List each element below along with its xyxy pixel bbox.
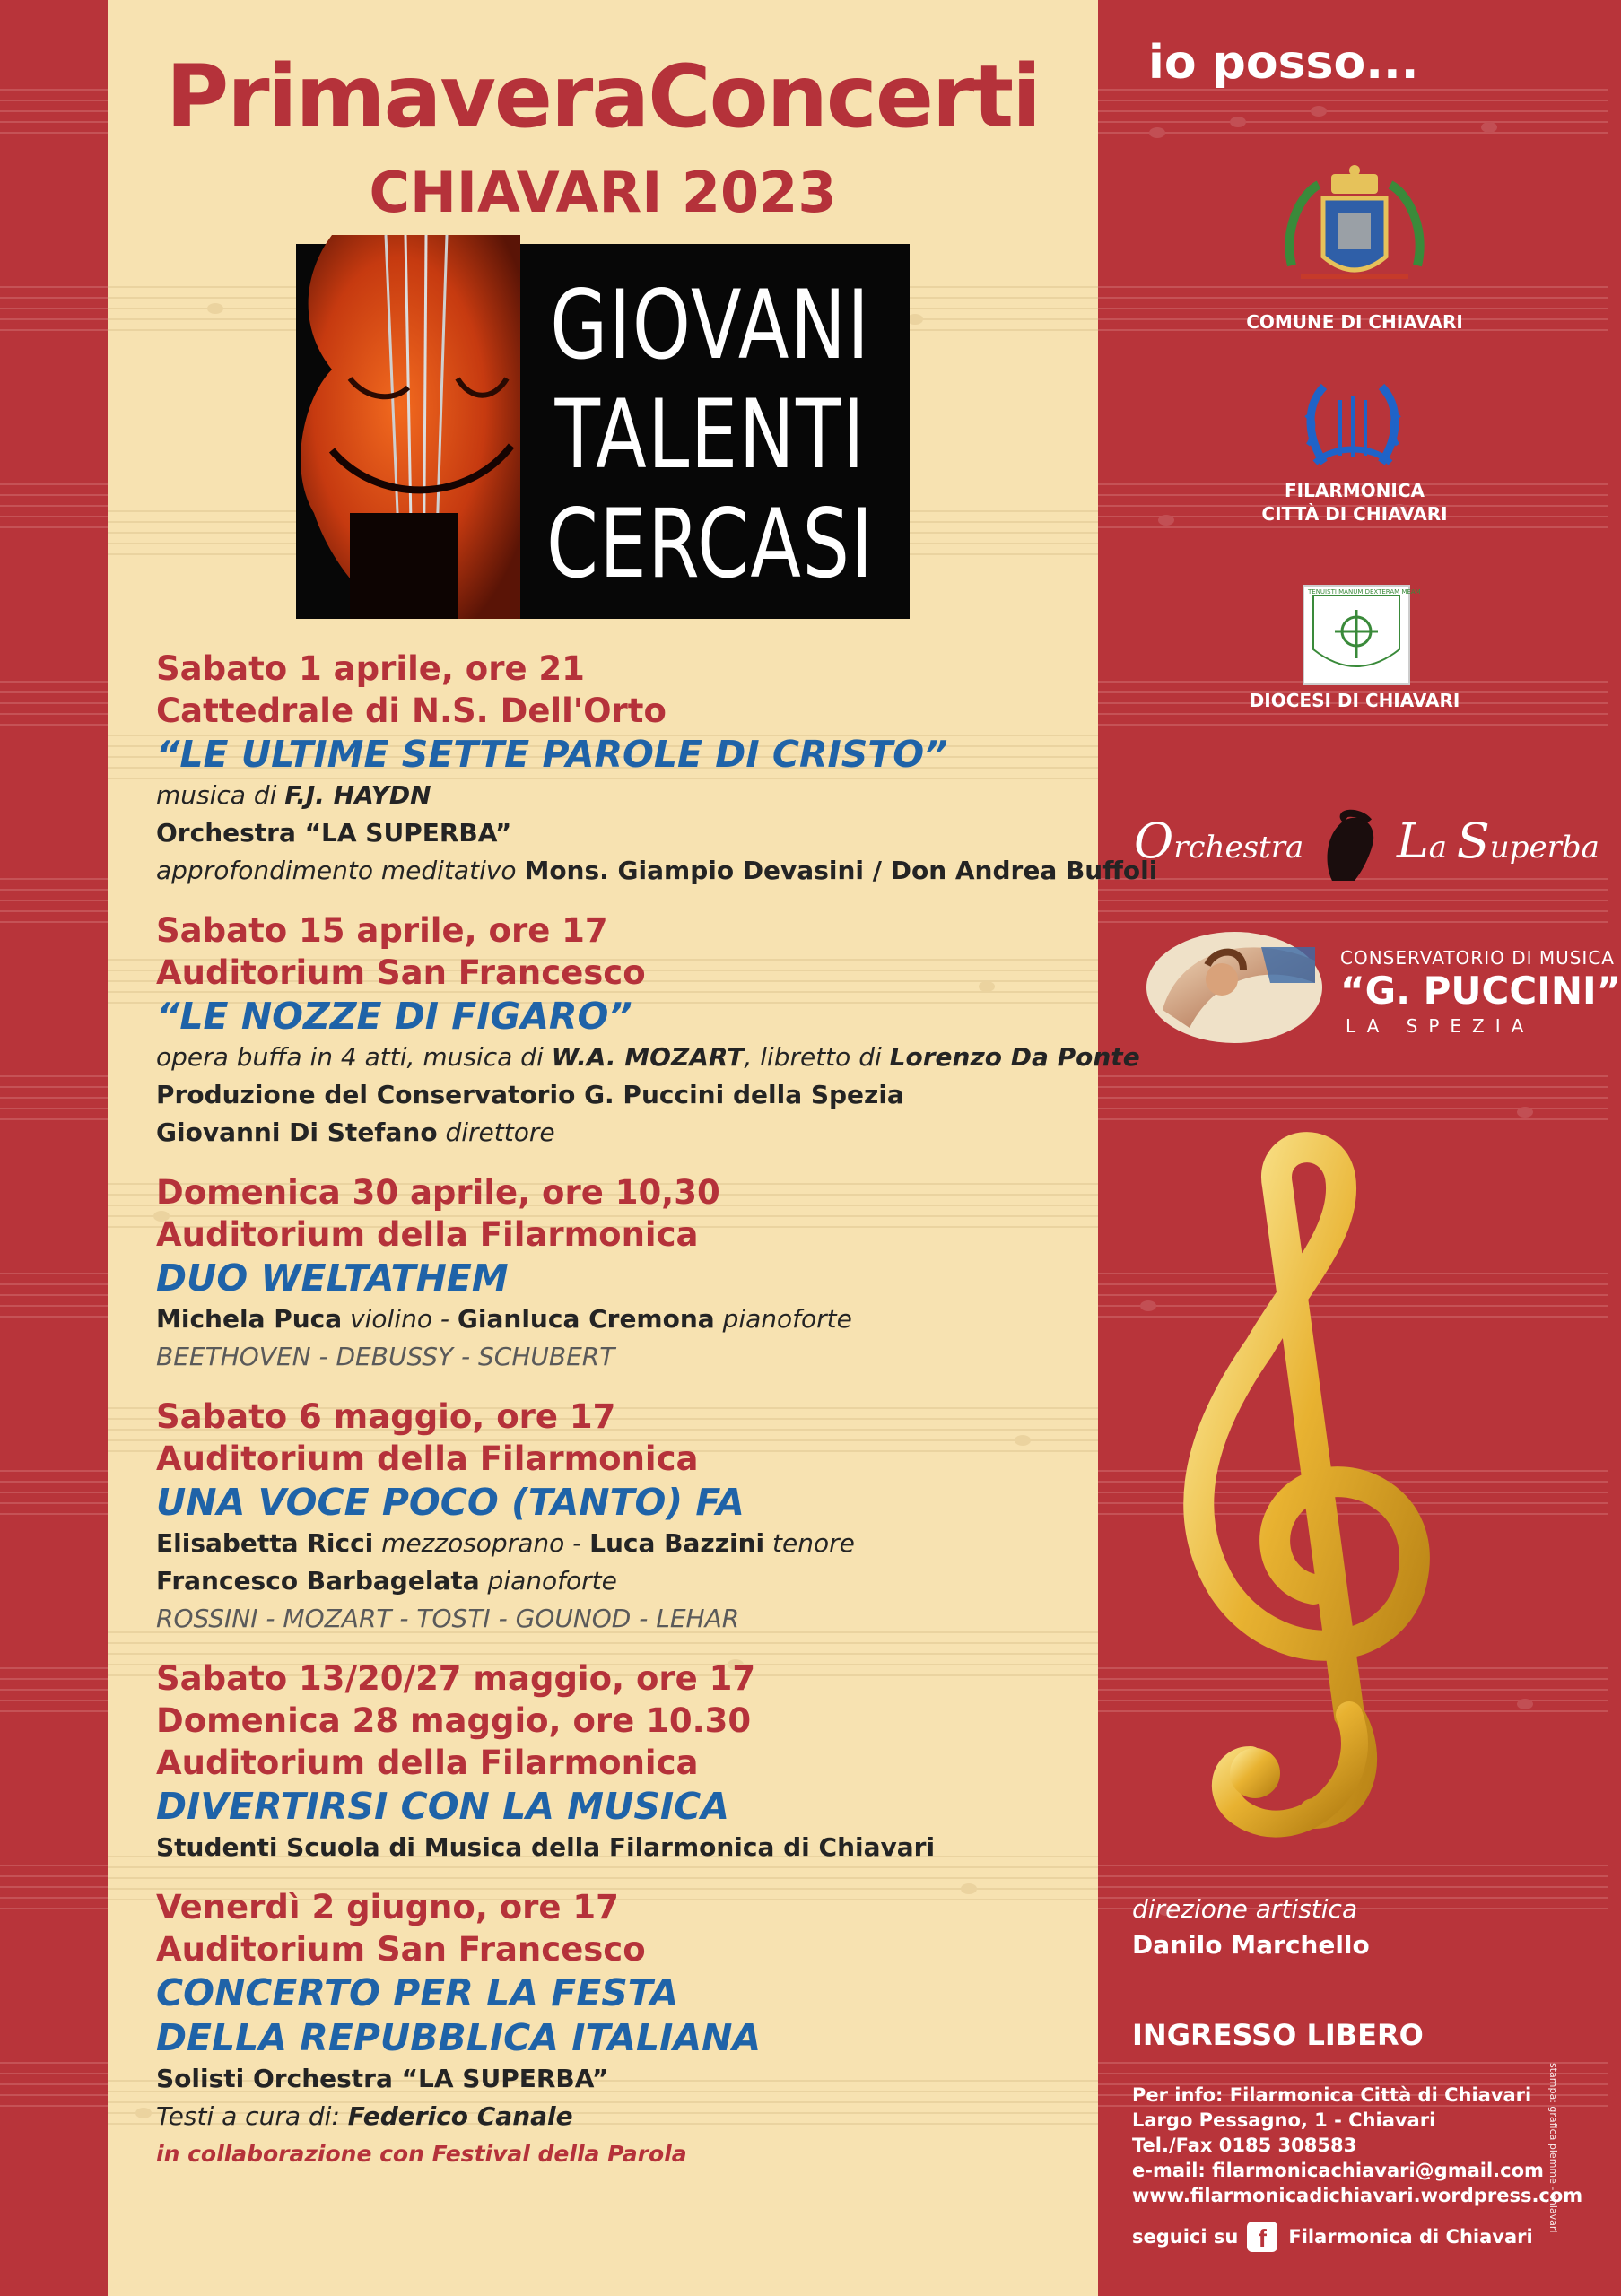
orchestra-initial-s: S (1456, 813, 1490, 869)
event-date: Domenica 28 maggio, ore 10.30 (156, 1701, 752, 1740)
event-list (156, 648, 1158, 2193)
event-item (156, 648, 1158, 890)
direction-name: Danilo Marchello (1132, 1930, 1370, 1960)
social-follow[interactable] (1132, 2222, 1533, 2252)
orchestra-logo (1134, 809, 1599, 890)
event-title: DELLA REPUBBLICA ITALIANA (156, 2016, 762, 2059)
orchestra-word-a: a (1428, 830, 1457, 865)
performer-name: Luca Bazzini (589, 1528, 765, 1558)
texts-label: Testi a cura di: (156, 2101, 348, 2131)
event-item (156, 1171, 1089, 1376)
event-title: “LE ULTIME SETTE PAROLE DI CRISTO” (156, 733, 948, 776)
event-performers (156, 1300, 1089, 1338)
event-collaboration: in collaborazione con Festival della Parola (156, 2141, 687, 2167)
event-date: Sabato 1 aprile, ore 21 (156, 649, 585, 688)
event-orchestra: Orchestra “LA SUPERBA” (156, 818, 512, 848)
website-link[interactable]: www.filarmonicadichiavari.wordpress.com (1132, 2185, 1583, 2206)
filarmonica-line-2: CITTÀ DI CHIAVARI (1261, 503, 1448, 525)
conservatorio-emblem-icon (1145, 929, 1324, 1046)
promo-line-2: TALENTI (554, 379, 867, 490)
sidebar-title: io posso... (1148, 36, 1419, 90)
event-item (156, 1886, 1089, 2173)
performer-name: Michela Puca (156, 1304, 343, 1334)
promo-text (522, 271, 899, 599)
event-venue: Auditorium San Francesco (156, 1930, 646, 1969)
event-composers: ROSSINI - MOZART - TOSTI - GOUNOD - LEHAR (156, 1604, 740, 1633)
diocesi-seal (1303, 585, 1421, 685)
filarmonica-label (1220, 479, 1489, 526)
printer-credit: stampa: grafica piemme - chiavari (1547, 2063, 1559, 2233)
orchestra-initial-o: O (1134, 813, 1174, 869)
violin-icon (296, 244, 520, 619)
event-title: DUO WELTATHEM (156, 1257, 509, 1300)
performer-role: tenore (764, 1528, 855, 1558)
event-performers (156, 1562, 1089, 1600)
event-venue: Auditorium della Filarmonica (156, 1215, 699, 1254)
sidebar (1098, 0, 1621, 2296)
comune-label: COMUNE DI CHIAVARI (1246, 311, 1463, 333)
diocesi-label: DIOCESI DI CHIAVARI (1249, 690, 1460, 711)
event-date: Venerdì 2 giugno, ore 17 (156, 1888, 619, 1926)
event-venue: Auditorium della Filarmonica (156, 1744, 699, 1782)
content-panel (108, 0, 1158, 2296)
poster-subtitle: CHIAVARI 2023 (369, 160, 837, 225)
facebook-icon[interactable]: f (1247, 2222, 1277, 2252)
performer-role: pianoforte (714, 1304, 852, 1334)
admission-label: INGRESSO LIBERO (1132, 2018, 1424, 2052)
diocesi-seal-icon (1304, 587, 1421, 683)
event-note (156, 852, 1158, 890)
composer: F.J. HAYDN (284, 780, 431, 810)
promo-image (296, 244, 910, 619)
performer-role: pianoforte (479, 1566, 617, 1596)
event-venue: Auditorium della Filarmonica (156, 1439, 699, 1478)
poster-title: PrimaveraConcerti (165, 47, 1041, 147)
event-composers: BEETHOVEN - DEBUSSY - SCHUBERT (156, 1342, 615, 1371)
facebook-page[interactable]: Filarmonica di Chiavari (1288, 2226, 1533, 2248)
event-item (156, 1396, 1089, 1638)
texts-author: Federico Canale (347, 2101, 573, 2131)
email-link[interactable]: e-mail: filarmonicachiavari@gmail.com (1132, 2160, 1544, 2181)
performer-name: Gianluca Cremona (457, 1304, 715, 1334)
event-conductor (156, 1114, 1089, 1152)
performer-role: mezzosoprano - (373, 1528, 590, 1558)
performer-name: Francesco Barbagelata (156, 1566, 480, 1596)
event-performers: Solisti Orchestra “LA SUPERBA” (156, 2064, 609, 2093)
event-production: Produzione del Conservatorio G. Puccini della Spezia (156, 1080, 904, 1109)
event-item (156, 1657, 1089, 1866)
lyre-icon (1297, 382, 1408, 472)
event-date: Domenica 30 aprile, ore 10,30 (156, 1173, 720, 1212)
note-label: approfondimento meditativo (156, 856, 525, 885)
event-date: Sabato 15 aprile, ore 17 (156, 911, 608, 950)
event-title: UNA VOCE POCO (TANTO) FA (156, 1481, 745, 1524)
conservatorio-line-2: “G. PUCCINI” (1340, 969, 1621, 1013)
event-date: Sabato 6 maggio, ore 17 (156, 1397, 616, 1436)
follow-label: seguici su (1132, 2226, 1239, 2248)
event-date: Sabato 13/20/27 maggio, ore 17 (156, 1659, 756, 1698)
conservatorio-line-1: CONSERVATORIO DI MUSICA (1340, 947, 1615, 969)
composer: W.A. MOZART (551, 1042, 745, 1072)
event-title: DIVERTIRSI CON LA MUSICA (156, 1785, 729, 1828)
event-venue: Cattedrale di N.S. Dell'Orto (156, 691, 667, 730)
direction-label: direzione artistica (1132, 1894, 1358, 1924)
event-performers (156, 1525, 1089, 1562)
treble-clef-icon (1161, 1132, 1448, 1858)
conductor-role: direttore (437, 1118, 555, 1147)
contact-info (1132, 2083, 1582, 2208)
note-names: Mons. Giampio Devasini / Don Andrea Buffoli (524, 856, 1158, 885)
comune-crest-icon (1274, 158, 1435, 292)
diocesi-seal-text: TENUISTI MANUM DEXTERAM MEAM (1308, 588, 1421, 596)
orchestra-word-uperba: uperba (1489, 830, 1599, 865)
event-performers: Studenti Scuola di Musica della Filarmonica di Chiavari (156, 1832, 936, 1862)
conservatorio-line-3: LA SPEZIA (1346, 1015, 1535, 1037)
event-title: “LE NOZZE DI FIGARO” (156, 995, 632, 1038)
opera-label: opera buffa in 4 atti, musica di (156, 1042, 552, 1072)
filarmonica-line-1: FILARMONICA (1285, 480, 1425, 501)
promo-line-1: GIOVANI (550, 270, 871, 380)
composer-bust-icon (1319, 809, 1381, 890)
performer-name: Elisabetta Ricci (156, 1528, 374, 1558)
info-line: Largo Pessagno, 1 - Chiavari (1132, 2109, 1436, 2131)
promo-line-3: CERCASI (546, 489, 875, 599)
conductor-name: Giovanni Di Stefano (156, 1118, 438, 1147)
event-venue: Auditorium San Francesco (156, 953, 646, 992)
event-item (156, 909, 1140, 1152)
event-title: CONCERTO PER LA FESTA (156, 1971, 679, 2014)
performer-role: violino - (342, 1304, 458, 1334)
orchestra-initial-l: L (1396, 813, 1429, 869)
event-texts (156, 2098, 1089, 2135)
event-opera (156, 1039, 1140, 1076)
libretto-label: , libretto di (744, 1042, 890, 1072)
event-music (156, 777, 1089, 814)
librettist: Lorenzo Da Ponte (889, 1042, 1140, 1072)
orchestra-word-rest: rchestra (1173, 830, 1304, 865)
info-line: Tel./Fax 0185 308583 (1132, 2135, 1357, 2156)
info-line: Per info: Filarmonica Città di Chiavari (1132, 2084, 1532, 2106)
music-label: musica di (156, 780, 285, 810)
